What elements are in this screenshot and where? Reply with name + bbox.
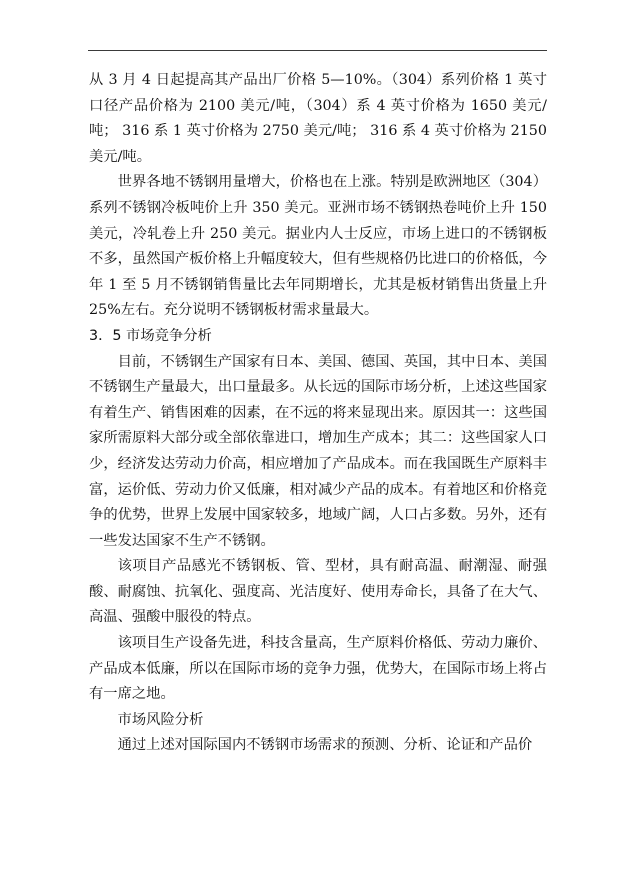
section-heading-market-competition: 3．5 市场竞争分析 [89, 327, 212, 344]
header-rule [88, 50, 547, 51]
paragraph-global-demand: 世界各地不锈钢用量增大，价格也在上涨。特别是欧洲地区（304）系列不锈钢冷板吨价上升 350 美元。亚洲市场不锈钢热卷吨价上升 150 美元，冷轧卷上升 250 美元。据业内人士反应，市场上进口的不锈钢板不多，虽然国产板价格上升幅度较大，但有些规格仍比进口的价格低，今年 1 至 5 月不锈钢销售量比去年同期增长，尤其是板材销售出货量上升 25%左右。充分说明不锈钢板材需求量最大。 [89, 174, 547, 319]
document-body [89, 68, 547, 759]
paragraph-risk-analysis: 通过上述对国际国内不锈钢市场需求的预测、分析、论证和产品价 [117, 737, 533, 754]
paragraph-equipment-advantage: 该项目生产设备先进，科技含量高，生产原料价格低、劳动力廉价、产品成本低廉，所以在国际市场的竞争力强，优势大，在国际市场上将占有一席之地。 [89, 635, 547, 703]
paragraph-product-features: 该项目产品感光不锈钢板、管、型材，具有耐高温、耐潮湿、耐强酸、耐腐蚀、抗氧化、强度高、光洁度好、使用寿命长，具备了在大气、高温、强酸中服役的特点。 [89, 558, 547, 626]
paragraph-producer-countries: 目前，不锈钢生产国家有日本、美国、德国、英国，其中日本、美国不锈钢生产量最大，出口量最多。从长远的国际市场分析，上述这些国家有着生产、销售困难的因素，在不远的将来显现出来。原因其一：这些国家所需原料大部分或全部依靠进口，增加生产成本；其二：这些国家人口少，经济发达劳动力价高，相应增加了产品成本。而在我国既生产原料丰富，运价低、劳动力价又低廉，相对减少产品的成本。有着地区和价格竞争的优势，世界上发展中国家较多，地域广阔，人口占多数。另外，还有一些发达国家不生产不锈钢。 [89, 353, 547, 549]
sub-heading-market-risk: 市场风险分析 [117, 711, 204, 728]
paragraph-price-increase: 从 3 月 4 日起提高其产品出厂价格 5—10%。（304）系列价格 1 英寸口径产品价格为 2100 美元/吨，（304）系 4 英寸价格为 1650 美元/吨； 316 系 1 英寸价格为 2750 美元/吨； 316 系 4 英寸价格为 2150 美元/吨。 [89, 72, 547, 165]
